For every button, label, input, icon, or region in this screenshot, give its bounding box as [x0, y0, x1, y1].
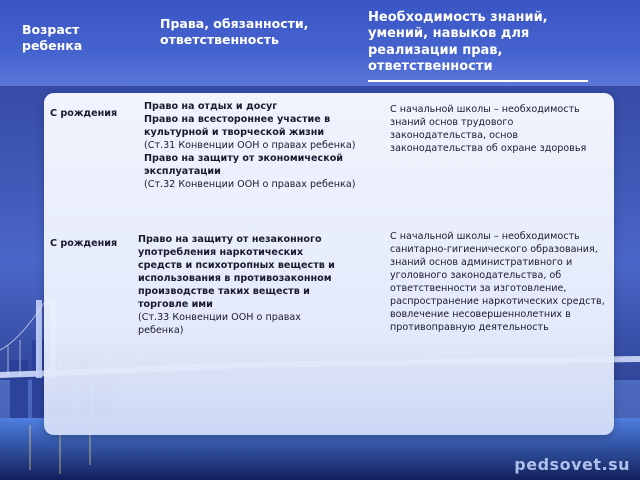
- row-1-right-2: Право на всестороннее участие в культурной и творческой жизни: [144, 114, 331, 139]
- row-1-citation-1: (Ст.31 Конвенции ООН о правах ребенка): [144, 140, 356, 152]
- row-2-knowledge: С начальной школы – необходимость санитарно-гигиенического образования, знаний основ административного и уголовного законодательства, об ответственности за изготовление, распространение наркотических средств, вовлечение несовершеннолетних в противоправную деятельность: [390, 231, 605, 334]
- row-2-citation-1: (Ст.33 Конвенции ООН о правах ребенка): [138, 312, 301, 337]
- row-2-age: С рождения: [50, 238, 118, 249]
- row-1-rights: [144, 100, 384, 191]
- content-panel: [44, 93, 614, 435]
- column-header-knowledge: Необходимость знаний, умений, навыков для реализации прав, ответственности: [368, 10, 548, 74]
- column-header-age: Возраст ребенка: [22, 22, 83, 53]
- row-1-age: С рождения: [50, 108, 118, 119]
- row-2-rights: [138, 233, 348, 337]
- row-1-right-3: Право на защиту от экономической эксплуатации: [144, 153, 344, 178]
- row-1-knowledge: С начальной школы – необходимость знаний основ трудового законодательства, основ законодательства об охране здоровья: [390, 104, 587, 155]
- column-header-rights: Права, обязанности, ответственность: [160, 16, 309, 47]
- row-1-right-1: Право на отдых и досуг: [144, 101, 278, 112]
- watermark: pedsovet.su: [514, 455, 630, 474]
- row-2-right-1: Право на защиту от незаконного употребления наркотических средств и психотропных веществ и использования в противозаконном производстве таких веществ и торговле ими: [138, 234, 335, 311]
- header-underline: [368, 80, 588, 82]
- row-1-citation-2: (Ст.32 Конвенции ООН о правах ребенка): [144, 179, 356, 191]
